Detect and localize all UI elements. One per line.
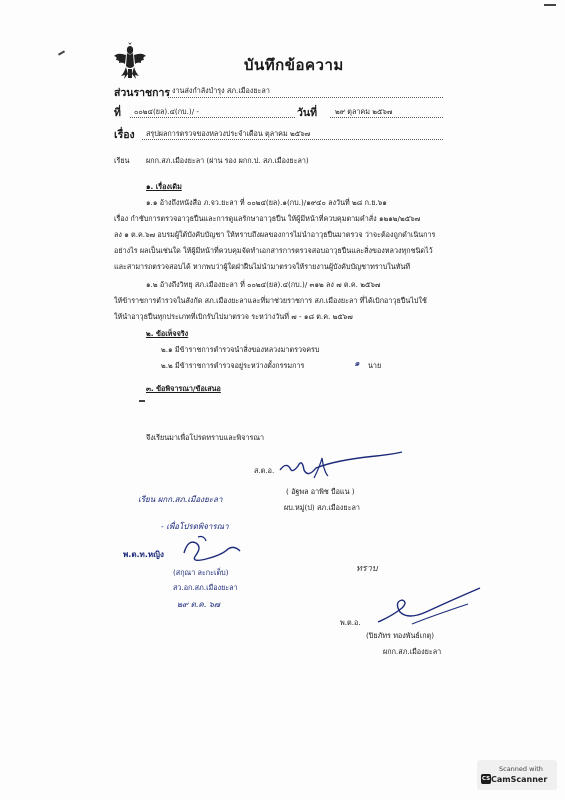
- subject-value: สรุปผลการตรวจของหลวงประจำเดือน ตุลาคม ๒๕๖๗: [146, 129, 311, 138]
- s2-2-unit: นาย: [368, 361, 382, 370]
- agency-value: งานส่งกำลังบำรุง สภ.เมืองยะลา: [172, 86, 270, 95]
- note-hand-2: - เพื่อโปรดพิจารณา: [161, 522, 229, 531]
- s1-2-line2: ให้ข้าราชการตำรวจในสังกัด สภ.เมืองยะลาและที่มาช่วยราชการ สภ.เมืองยะลา ที่ได้เบิกอาวุธปืนไปใช้: [114, 296, 427, 305]
- camscanner-badge: [477, 760, 557, 790]
- subject-rule: [142, 139, 443, 140]
- sender-name: ( อัฐพล อาพิช บือแน ): [286, 487, 355, 496]
- s1-1-line5: และสามารถตรวจสอบได้ หากพบว่าผู้ใดฝ่าฝืนไม่นำมาตรวจให้รายงานผู้บังคับบัญชาทราบในทันที: [114, 262, 411, 271]
- date-rule: [330, 117, 443, 118]
- s2-2-count: ๑: [354, 359, 360, 369]
- note-hand-1: เรียน ผกก.สภ.เมืองยะลา: [138, 495, 223, 504]
- deputy-signature: [176, 533, 246, 567]
- sender-signature: [276, 448, 406, 484]
- section-1-heading: ๑. เรื่องเดิม: [146, 182, 182, 191]
- ack-hand: ทราบ: [356, 564, 378, 574]
- s1-2-line1: ๑.๒ อ้างถึงวิทยุ สภ.เมืองยะลา ที่ ๐๐๒๔(ยล).๔(กบ.)/ ๓๑๒ ลง ๗ ต.ค. ๒๕๖๗: [146, 280, 381, 289]
- agency-label: ส่วนราชการ: [114, 87, 171, 99]
- memo-title: บันทึกข้อความ: [244, 56, 344, 74]
- s1-1-line3: ลง ๑ ต.ค.๖๗ อบรมผู้ใต้บังคับบัญชา ให้ทราบถึงผลของการไม่นำอาวุธปืนมาตรวจ ว่าจะต้องถูกดำเนินการ: [114, 230, 436, 239]
- s2-1-line: ๒.๑ มีข้าราชการตำรวจนำสิ่งของหลวงมาตรวจครบ: [161, 345, 320, 354]
- scan-mark-left: [58, 50, 65, 55]
- s1-1-line4: อย่างไร ผลเป็นเช่นใด ให้ผู้มีหน้าที่ควบคุมจัดทำเอกสารการตรวจสอบอาวุธปืนและสิ่งของหลวงทุกชนิดไว้: [114, 246, 433, 255]
- s1-1-line2: เรื่อง กำชับการตรวจอาวุธปืนและการดูแลรักษาอาวุธปืน ให้ผู้มีหน้าที่ควบคุมตามคำสั่ง ๑๒๑๒/๒๕๖๗: [114, 214, 421, 223]
- agency-rule: [168, 97, 443, 98]
- section-3-heading: ๓. ข้อพิจารณา/ข้อเสนอ: [146, 384, 221, 393]
- to-label: เรียน: [114, 156, 130, 165]
- chief-signature: [372, 586, 484, 630]
- scanned-with-text: Scanned with: [499, 765, 543, 773]
- deputy-name: (สกุณา ละกะเต็บ): [173, 568, 229, 577]
- closing-line: จึงเรียนมาเพื่อโปรดทราบและพิจารณา: [146, 433, 265, 442]
- s1-1-line1: ๑.๑ อ้างถึงหนังสือ ภ.จว.ยะลา ที่ ๐๐๒๔(ยล).๑(กบ.)/๑๙๔๐ ลงวันที่ ๒๘ ก.ย.๖๑: [146, 198, 387, 207]
- section-2-heading: ๒. ข้อเท็จจริง: [146, 329, 189, 338]
- ref-label: ที่: [114, 107, 121, 119]
- ref-value: ๐๐๒๔(ยล).๔(กบ.)/ -: [134, 107, 200, 116]
- to-value: ผกก.สภ.เมืองยะลา (ผ่าน รอง ผกก.ป. สภ.เมืองยะลา): [146, 156, 309, 165]
- deputy-date: ๒๙ ต.ค. ๖๗: [177, 600, 220, 609]
- deputy-rank: พ.ต.ท.หญิง: [123, 550, 164, 559]
- sender-position: ผบ.หมู่(ป) สภ.เมืองยะลา: [284, 503, 360, 512]
- camscanner-text: CamScanner: [491, 775, 548, 784]
- garuda-emblem-icon: [112, 42, 148, 82]
- scan-dot: [139, 400, 145, 402]
- chief-position: ผกก.สภ.เมืองยะลา: [383, 647, 442, 656]
- s2-2-line: ๒.๒ มีข้าราชการตำรวจอยู่ระหว่างตั้งกรรมการ: [161, 361, 305, 370]
- date-value: ๒๙ ตุลาคม ๒๕๖๗: [335, 107, 393, 116]
- date-label: วันที่: [297, 107, 317, 119]
- scan-mark-top: [544, 4, 556, 6]
- deputy-position: สว.อก.สภ.เมืองยะลา: [173, 583, 238, 592]
- s1-2-line3: ให้นำอาวุธปืนทุกประเภทที่เบิกรับไปมาตรวจ ระหว่างวันที่ ๗ - ๑๘ ต.ค. ๒๕๖๗: [114, 312, 353, 321]
- ref-rule: [130, 117, 295, 118]
- subject-label: เรื่อง: [114, 129, 135, 141]
- chief-rank: พ.ต.อ.: [340, 618, 361, 627]
- chief-name: (ปิยภัทร ทองพันธ์เกตุ): [366, 631, 435, 640]
- camscanner-icon: CS: [481, 776, 491, 782]
- sender-rank: ส.ต.อ.: [254, 466, 275, 475]
